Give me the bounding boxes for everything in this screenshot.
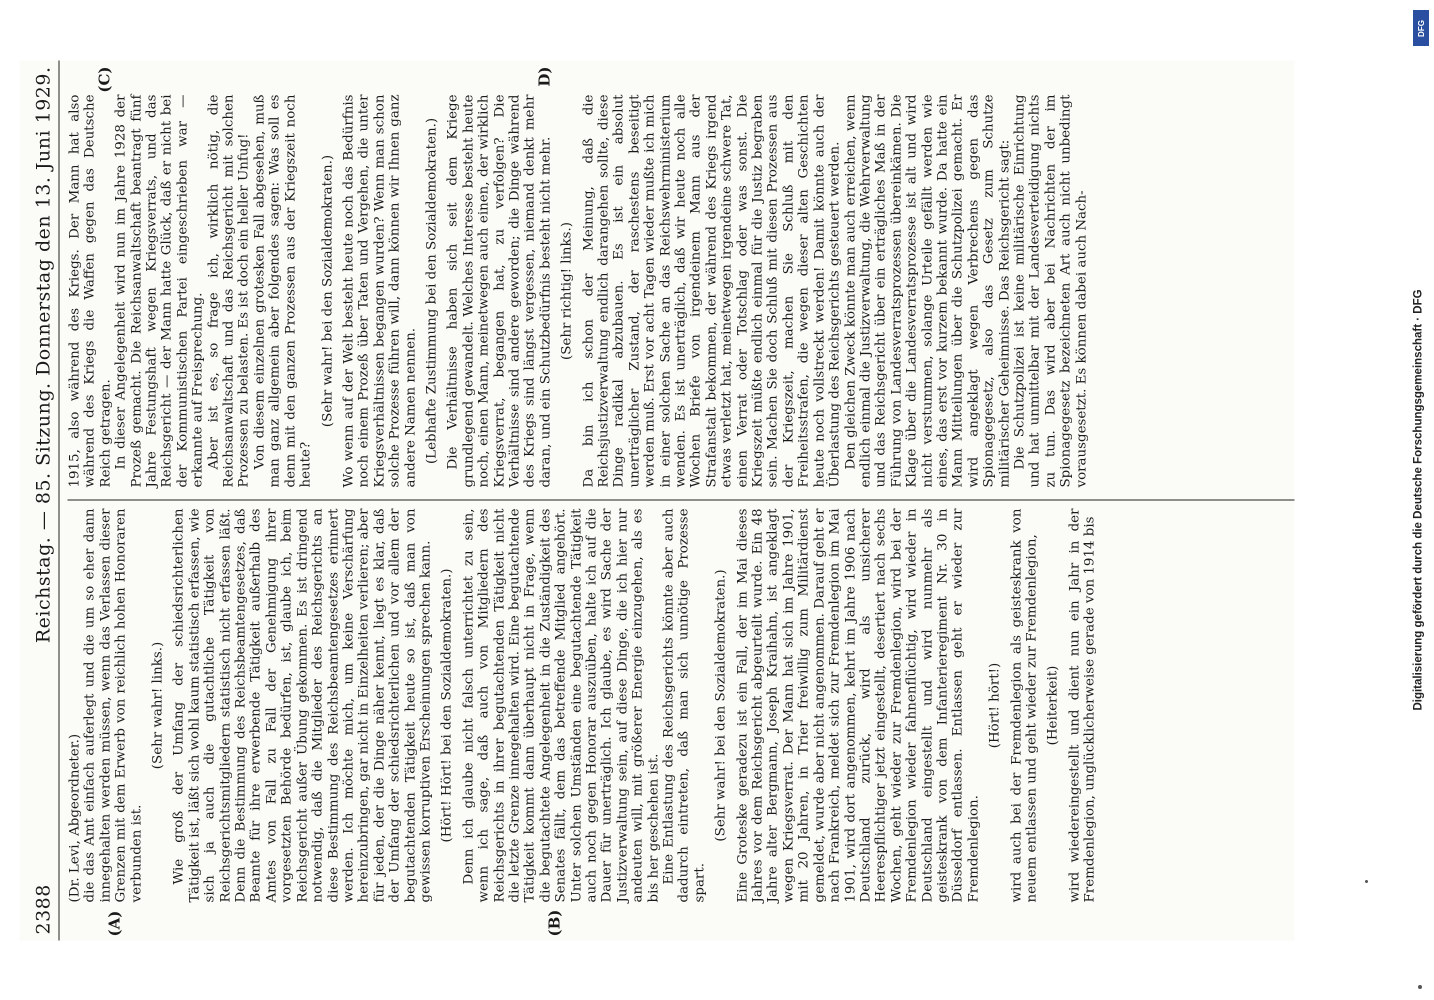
paragraph: Wo wenn auf der Welt besteht heute noch das Bedürfnis noch einem Prozeß über Taten und Vergehen, die unter Kriegsverhältnissen begangen wurden? Wenn man schon solche Prozesse führen will, dann können wir Ihnen ganz andere Namen nennen.: [341, 94, 419, 488]
interjection: (Heiterkeit): [1045, 665, 1061, 746]
paragraph: Aber ist es, so frage ich, wirklich nötig, die Reichsanwaltschaft und das Reichsgericht mit solchen Prozessen zu belasten. Es ist doch ein heller Unfug!: [206, 94, 252, 488]
paragraph: Die Schutzpolizei ist keine militärische Einrichtung und hat unmittelbar mit der Landesverteidigung nichts zu tun. Das wird aber bei Nachrichten der im Spionagegesetz bezeichneten Art auch nicht unbedingt vorausgesetzt. Es können dabei auch Nach-: [1012, 94, 1090, 488]
interjection: (Sehr richtig! links.): [559, 222, 575, 360]
digitization-credit-text: Digitalisierung gefördert durch die Deutsche Forschungsgemeinschaft · DFG: [1413, 289, 1425, 711]
interjection: (Sehr wahr! bei den Sozialdemokraten.): [713, 569, 729, 842]
page-title: Reichstag. — 85. Sitzung. Donnerstag den 13. Juni 1929.: [32, 66, 55, 644]
paragraph: wird auch bei der Fremdenlegion als geisteskrank von neuem entlassen und geht wieder zur Fremdenlegion,: [1009, 508, 1040, 903]
paragraph: Da bin ich schon der Meinung, daß die Reichsjustizverwaltung endlich darangehen sollte, diese Dinge radikal abzubauen. Es ist ein absolut unerträglicher Zustand, der raschestens beseitigt werden muß. Erst vor acht Tagen wieder mußte ich mich in einer solchen Sache an das Reichswehrministerium wenden. Es ist unerträglich, daß wir heute noch alle Wochen Briefe von irgendeinem Mann aus der Strafanstalt bekommen, der während des Kriegs irgend etwas verletzt hat, meinetwegen irgendeine schwere Tat, einen Verrat oder Totschlag oder was sonst. Die Kriegszeit müßte endlich einmal für die Justiz begraben sein. Machen Sie doch Schluß mit diesen Prozessen aus der Kriegszeit, machen Sie Schluß mit den Freiheitsstrafen, die wegen dieser alten Geschichten heute noch vollstreckt werden! Damit könnte auch der Überlastung des Reichsgerichts gesteuert werden.: [581, 94, 843, 488]
paragraph: In dieser Angelegenheit wird nun im Jahre 1928 der Prozeß gemacht. Die Reichsanwaltschaft beantragt fünf Jahre Festungshaft wegen Kriegsverrats, und das Reichsgericht — der Mann hatte Glück, daß er nicht bei der Kommunistischen Partei eingeschrieben war — erkannte auf Freisprechung.: [113, 94, 206, 488]
paragraph: 1915, also während des Kriegs. Der Mann hat also während des Kriegs die Waffen gegen das Deutsche Reich getragen.: [67, 94, 114, 488]
paragraph: Denn ich glaube nicht falsch unterrichtet zu sein, wenn ich sage, daß auch von Mitgliedern des Reichsgerichts in ihrer begutachtenden Tätigkeit nicht die letzte Grenze innegehalten wird. Eine begutachtende Tätigkeit kommt dann überhaupt nicht in Frage, wenn die begutachtete Angelegenheit in die Zuständigkeit des Senates fällt, dem das betreffende Mitglied angehört. Unter solchen Umständen eine begutachtende Tätigkeit auch noch gegen Honorar auszuüben, halte ich auf die Dauer für unerträglich. Ich glaube, es wird Sache der Justizverwaltung sein, auf diese Dinge, die ich hier nur andeuten will, mit größerer Energie einzugehen, als es bis her geschehen ist.: [461, 508, 662, 903]
margin-marker-d: D): [535, 66, 554, 87]
margin-marker-b: (B): [545, 909, 564, 937]
paragraph: (Dr. Levi, Abgeordneter.): [67, 733, 83, 903]
interjection: (Hört! hört!): [987, 662, 1003, 749]
page-number: 2388: [32, 884, 55, 935]
margin-marker-a: (A): [105, 910, 124, 937]
paragraph: die das Amt einfach auferlegt und die um so eher dann innegehalten werden müssen, wenn das Verlassen dieser Grenzen mit dem Erwerb von reichlich hohen Honoraren verbunden ist.: [82, 508, 145, 903]
dfg-logo-text: DFG: [1416, 19, 1426, 37]
page-header: [20, 61, 60, 941]
paragraph: Eine Entlastung des Reichsgerichts könnte aber auch dadurch eintreten, daß man sich unnötige Prozesse spart.: [661, 508, 708, 903]
text-columns: [68, 61, 1295, 941]
interjection: (Lebhafte Zustimmung bei den Sozialdemokraten.): [424, 117, 440, 465]
paragraph: Von diesem einzelnen grotesken Fall abgesehen, muß man ganz allgemein aber folgendes sagen: Was soll es denn mit den ganzen Prozessen aus der Kriegszeit noch heute?: [252, 94, 314, 488]
right-column: [68, 61, 1295, 501]
interjection: (Sehr wahr! links.): [150, 641, 166, 770]
paragraph: wird wiedereingestellt und dient nun ein Jahr in der Fremdenlegion, unglücklicherweise gerade von 1914 bis: [1067, 508, 1098, 903]
margin-marker-c: (C): [95, 66, 114, 93]
paragraph: Eine Groteske geradezu ist ein Fall, der im Mai dieses Jahres vor dem Reichsgericht abgeurteilt wurde. Ein 48 Jahre alter Bergmann, Joseph Kraihahn, ist angeklagt wegen Kriegsverrat. Der Mann hat sich im Jahre 1901, mit 20 Jahren, in Trier freiwillig zum Militärdienst gemeldet, wurde aber nicht angenommen. Darauf geht er nach Frankreich, meldet sich zur Fremdenlegion im Mai 1901, wird dort angenommen, kehrt im Jahre 1906 nach Deutschland zurück, wird als unsicherer Heerespflichtiger jetzt eingestellt, desertiert nach sechs Wochen, geht wieder zur Fremdenlegion, wird bei der Fremdenlegion wieder fahnenflüchtig, wird wieder in Deutschland eingestellt und wird nunmehr als geisteskrank von dem Infanterieregiment Nr. 30 in Düsseldorf entlassen. Entlassen geht er wieder zur Fremdenlegion.: [735, 508, 982, 903]
digitization-credit: [1410, 10, 1428, 990]
rotated-document-page: [20, 61, 1295, 941]
scan-speck: [1418, 985, 1422, 989]
paragraph: Die Verhältnisse haben sich seit dem Kriege grundlegend gewandelt. Welches Interesse besteht heute noch, einen Mann, meinetwegen auch einen, der wirklich Kriegsverrat, begangen hat, zu verfolgen? Die Verhältnisse sind andere geworden; die Dinge während des Kriegs sind längst vergessen, niemand denkt mehr daran, und ein Schutzbedürfnis besteht nicht mehr.: [445, 94, 554, 488]
interjection: (Sehr wahr! bei den Sozialdemokraten.): [320, 154, 335, 428]
paragraph: Wie groß der Umfang der schiedsrichterlichen Tätigkeit ist, läßt sich wohl kaum statistisch erfassen, wie sich ja auch die gutachtliche Tätigkeit von Reichsgerichtsmitgliedern statistisch nicht erfassen läßt. Denn die Bestimmung des Reichsbeamtengesetzes, daß Beamte für ihre erwerbende Tätigkeit außerhalb des Amtes von Fall zu Fall der Genehmigung ihrer vorgesetzten Behörde bedürfen, ist, glaube ich, beim Reichsgericht außer Übung gekommen. Es ist dringend notwendig, daß die Mitglieder des Reichsgerichts an diese Bestimmung des Reichsbeamtengesetzes erinnert werden. Ich möchte mich, um keine Verschärfung hereinzubringen, gar nicht in Einzelheiten verlieren; aber für jeden, der die Dinge näher kennt, liegt es klar, daß der Umfang der schiedsrichterlichen und vor allem der begutachtenden Tätigkeit heute so ist, daß man von gewissen korruptiven Erscheinungen sprechen kann.: [171, 508, 434, 903]
interjection: (Hört! Hört! bei den Sozialdemokraten.): [439, 568, 455, 843]
scan-speck: [1365, 880, 1368, 883]
left-column: [68, 501, 1295, 941]
paragraph: Den gleichen Zweck könnte man auch erreichen, wenn endlich einmal die Justizverwaltung, die Wehrverwaltung und das Reichsgericht über ein erträgliches Maß in der Führung von Landesverratsprozessen übereinkämen. Die Klage über die Landesverratsprozesse ist alt und wird nicht verstummen, solange Urteile gefällt werden wie eines, das erst vor kurzem bekannt wurde. Da hatte ein Mann Mitteilungen über die Schutzpolizei gemacht. Er wird angeklagt wegen Verbrechens gegen das Spionagegesetz, also das Gesetz zum Schutze militärischer Geheimnisse. Das Reichsgericht sagt:: [843, 94, 1013, 488]
